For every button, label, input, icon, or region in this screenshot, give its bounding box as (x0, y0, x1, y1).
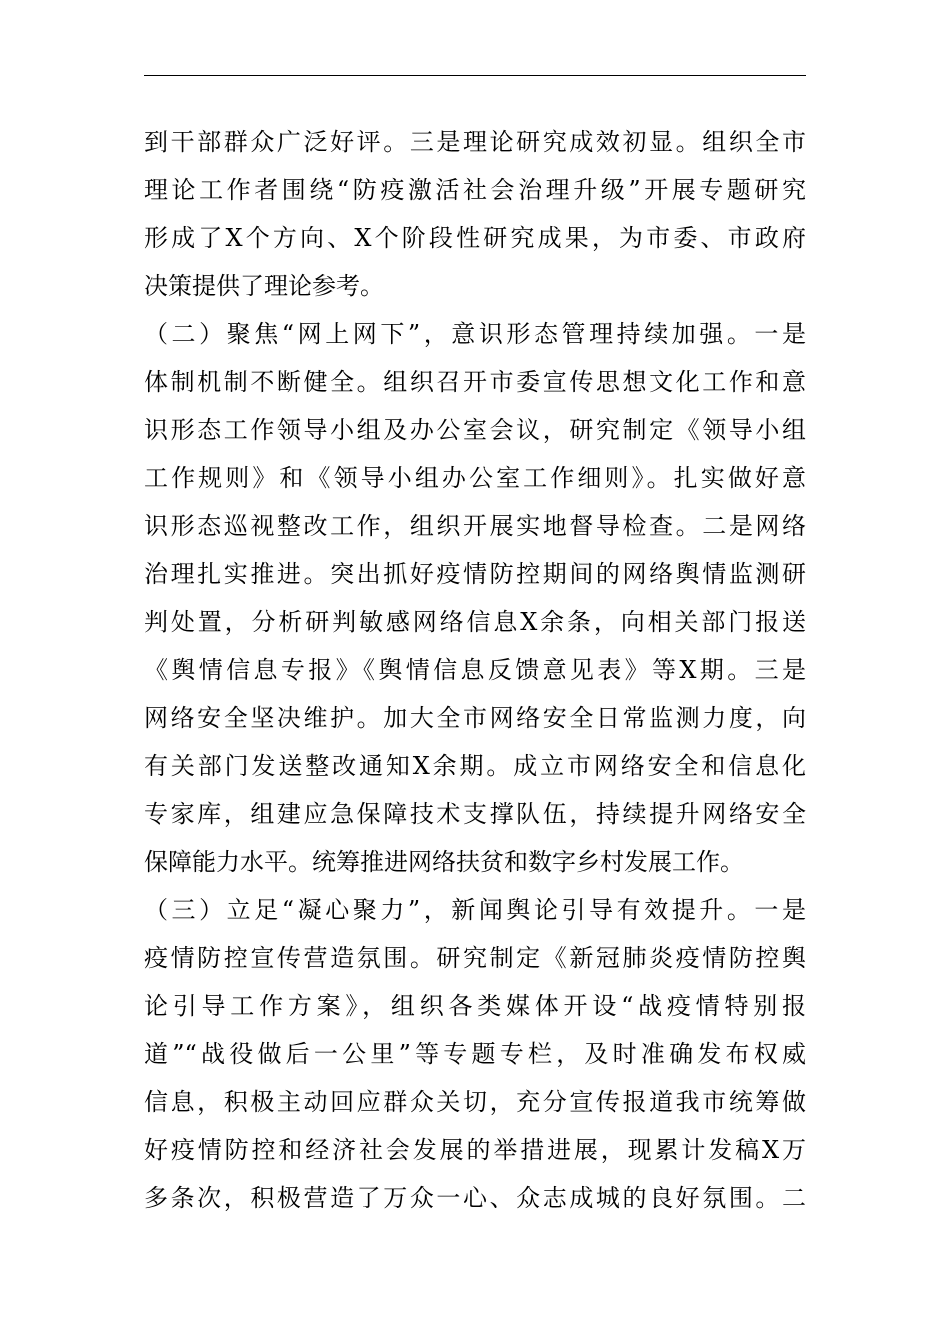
text-line: 网络安全坚决维护。加大全市网络安全日常监测力度，向 (144, 704, 806, 732)
text-line: 信息，积极主动回应群众关切，充分宣传报道我市统筹做 (144, 1088, 806, 1116)
text-line: （二）聚焦“网上网下”，意识形态管理持续加强。一是 (144, 320, 806, 348)
text-line: 体制机制不断健全。组织召开市委宣传思想文化工作和意 (144, 368, 806, 396)
text-line: 保障能力水平。统筹推进网络扶贫和数字乡村发展工作。 (144, 848, 744, 876)
text-line: 到干部群众广泛好评。三是理论研究成效初显。组织全市 (144, 128, 806, 156)
text-line: 疫情防控宣传营造氛围。研究制定《新冠肺炎疫情防控舆 (144, 944, 806, 972)
text-line: 治理扎实推进。突出抓好疫情防控期间的网络舆情监测研 (144, 560, 806, 588)
text-line: 形成了X个方向、X个阶段性研究成果，为市委、市政府 (144, 224, 806, 252)
text-line: 判处置，分析研判敏感网络信息X余条，向相关部门报送 (144, 608, 806, 636)
text-line: 专家库，组建应急保障技术支撑队伍，持续提升网络安全 (144, 800, 806, 828)
document-body (144, 118, 806, 1222)
header-rule (144, 75, 806, 76)
text-line: 论引导工作方案》，组织各类媒体开设“战疫情特别报 (144, 992, 806, 1020)
text-line: 多条次，积极营造了万众一心、众志成城的良好氛围。二 (144, 1184, 806, 1212)
text-line: 有关部门发送整改通知X余期。成立市网络安全和信息化 (144, 752, 806, 780)
text-line: （三）立足“凝心聚力”，新闻舆论引导有效提升。一是 (144, 896, 806, 924)
text-line: 识形态巡视整改工作，组织开展实地督导检查。二是网络 (144, 512, 806, 540)
text-line: 道”“战役做后一公里”等专题专栏，及时准确发布权威 (144, 1040, 806, 1068)
text-line: 好疫情防控和经济社会发展的举措进展，现累计发稿X万 (144, 1136, 806, 1164)
text-line: 理论工作者围绕“防疫激活社会治理升级”开展专题研究 (144, 176, 806, 204)
text-line: 《舆情信息专报》《舆情信息反馈意见表》等X期。三是 (144, 656, 806, 684)
text-line: 工作规则》和《领导小组办公室工作细则》。扎实做好意 (144, 464, 806, 492)
text-line: 识形态工作领导小组及办公室会议，研究制定《领导小组 (144, 416, 806, 444)
text-line: 决策提供了理论参考。 (144, 272, 384, 300)
